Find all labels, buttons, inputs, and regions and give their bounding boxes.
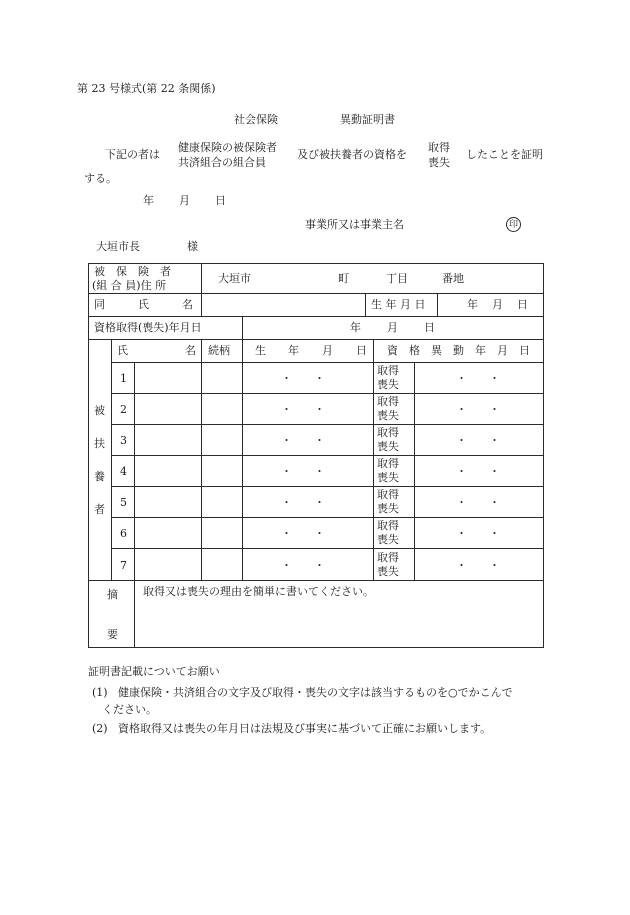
intro-end: する。 — [84, 172, 117, 185]
col-relation: 続柄 — [208, 344, 230, 357]
lose-option: 喪失 — [377, 378, 399, 391]
change-dots: ・ ・ — [456, 372, 500, 385]
birth-day: 日 — [517, 298, 528, 311]
change-dots: ・ ・ — [456, 496, 500, 509]
address-chome: 丁目 — [386, 272, 408, 285]
addressee-name: 大垣市長 — [96, 240, 140, 253]
lose-option: 喪失 — [377, 409, 399, 422]
date-year: 年 — [143, 194, 154, 207]
acquire-option: 取得 — [377, 364, 399, 377]
intro-middle: 及び被扶養者の資格を — [297, 148, 407, 161]
row-number: 2 — [120, 403, 127, 416]
lose-option: 喪失 — [377, 565, 399, 578]
acquisition-year: 年 — [350, 321, 361, 334]
col-birth-3: 月 — [322, 344, 333, 357]
note-2-text: 資格取得又は喪失の年月日は法規及び事実に基づいて正確にお願いします。 — [118, 722, 492, 735]
col-name-1: 氏 — [117, 344, 128, 357]
notes-heading: 証明書記載についてお願い — [88, 665, 220, 678]
birth-dots: ・ ・ — [281, 403, 325, 416]
lose-option: 喪失 — [377, 533, 399, 546]
address-label-1: 被 保 険 者 — [94, 265, 171, 278]
dependent-side-2: 扶 — [94, 437, 105, 450]
lose-option: 喪失 — [377, 471, 399, 484]
acquire-option: 取得 — [377, 395, 399, 408]
change-dots: ・ ・ — [456, 527, 500, 540]
title-right: 異動証明書 — [340, 113, 395, 126]
change-dots: ・ ・ — [456, 403, 500, 416]
row-number: 7 — [120, 559, 127, 572]
change-dots: ・ ・ — [456, 465, 500, 478]
date-day: 日 — [215, 194, 226, 207]
acquire-option: 取得 — [377, 457, 399, 470]
intro-lead: 下記の者は — [105, 148, 160, 161]
address-city: 大垣市 — [218, 272, 251, 285]
birth-year: 年 — [467, 298, 478, 311]
birth-dots: ・ ・ — [281, 527, 325, 540]
col-birth-1: 生 — [255, 344, 266, 357]
acquire-option: 取得 — [377, 426, 399, 439]
summary-text: 取得又は喪失の理由を簡単に書いてください。 — [143, 585, 374, 598]
address-banchi: 番地 — [442, 272, 464, 285]
address-town: 町 — [338, 272, 349, 285]
acquisition-label: 資格取得(喪失)年月日 — [94, 321, 202, 334]
title-left: 社会保険 — [234, 113, 278, 126]
name-label: 同 氏 名 — [94, 298, 193, 311]
date-month: 月 — [179, 194, 190, 207]
row-number: 6 — [120, 527, 127, 540]
dependent-side-1: 被 — [94, 404, 105, 417]
note-2-number: (2) — [92, 722, 108, 735]
acquire-option: 取得 — [377, 519, 399, 532]
row-number: 3 — [120, 434, 127, 447]
summary-label-1: 摘 — [107, 588, 118, 601]
acquire-option: 取得 — [377, 551, 399, 564]
note-1-continuation: ください。 — [102, 703, 157, 716]
col-birth-4: 日 — [356, 344, 367, 357]
row-number: 1 — [120, 372, 127, 385]
employer-label: 事業所又は事業主名 — [305, 218, 404, 231]
seal-mark-icon: 印 — [506, 217, 521, 232]
note-1-number: (1) — [92, 686, 108, 699]
intro-option-health: 健康保険の被保険者 — [178, 141, 277, 154]
acquire-option: 取得 — [377, 488, 399, 501]
col-birth-2: 年 — [288, 344, 299, 357]
birth-dots: ・ ・ — [281, 496, 325, 509]
row-number: 5 — [120, 496, 127, 509]
lose-option: 喪失 — [377, 502, 399, 515]
note-1-text: 健康保険・共済組合の文字及び取得・喪失の文字は該当するものを○でかこんで — [118, 686, 513, 699]
birth-dots: ・ ・ — [281, 372, 325, 385]
birth-dots: ・ ・ — [281, 434, 325, 447]
intro-tail: したことを証明 — [466, 148, 543, 161]
birth-dots: ・ ・ — [281, 559, 325, 572]
dependent-side-3: 養 — [94, 470, 105, 483]
birth-label: 生 年 月 日 — [371, 298, 426, 311]
address-label-2: (組 合 員)住 所 — [92, 279, 167, 292]
change-dots: ・ ・ — [456, 559, 500, 572]
addressee-honorific: 様 — [187, 240, 198, 253]
intro-option-acquire: 取得 — [428, 141, 450, 154]
change-dots: ・ ・ — [456, 434, 500, 447]
birth-month: 月 — [492, 298, 503, 311]
acquisition-month: 月 — [387, 321, 398, 334]
col-change: 資 格 異 動 年 月 日 — [387, 344, 530, 357]
lose-option: 喪失 — [377, 440, 399, 453]
intro-option-lose: 喪失 — [428, 156, 450, 169]
birth-dots: ・ ・ — [281, 465, 325, 478]
form-number: 第 23 号様式(第 22 条関係) — [77, 82, 216, 95]
row-number: 4 — [120, 465, 127, 478]
intro-option-mutual: 共済組合の組合員 — [178, 156, 266, 169]
col-name-2: 名 — [185, 344, 196, 357]
summary-label-2: 要 — [107, 628, 118, 641]
acquisition-day: 日 — [424, 321, 435, 334]
dependent-side-4: 者 — [94, 503, 105, 516]
